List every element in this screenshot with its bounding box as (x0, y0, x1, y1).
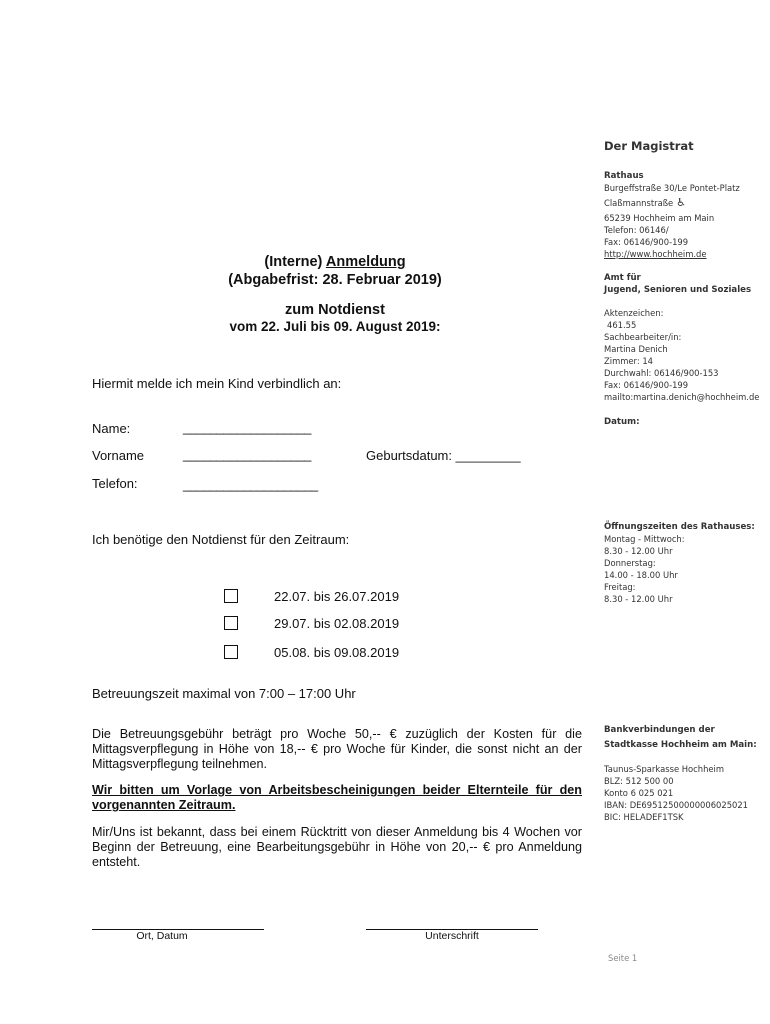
care-time: Betreuungszeit maximal von 7:00 – 17:00 Uhr (92, 686, 356, 701)
rathaus-block (604, 170, 740, 260)
amt-line: Amt für (604, 273, 641, 283)
form-title (70, 254, 600, 270)
period-3-checkbox[interactable] (224, 645, 238, 659)
page-number: Seite 1 (608, 953, 638, 963)
bank-line: Konto 6 025 021 (604, 788, 674, 798)
email-link[interactable]: mailto:martina.denich@hochheim.de (604, 392, 760, 402)
telefon-field[interactable]: ____________________ (183, 477, 318, 492)
geburtsdatum-field[interactable]: Geburtsdatum: _________ (366, 448, 521, 463)
period-3-label: 05.08. bis 09.08.2019 (274, 645, 400, 660)
fee-text: Die Betreuungsgebühr beträgt pro Woche 50,-- € zuzüglich der Kosten für die Mittagsverpflegung in Höhe von 18,-- € pro Woche für Kinder, die sonst nicht an der Mittagsverpflegung teilnehmen. (92, 727, 582, 771)
period-2-label: 29.07. bis 02.08.2019 (274, 616, 400, 631)
contact-line: Sachbearbeiter/in: (604, 332, 682, 342)
rathaus-line: Telefon: 06146/ (604, 225, 669, 235)
amt-line: Jugend, Senioren und Soziales (604, 285, 752, 295)
rathaus-line: Claßmannstraße (604, 198, 674, 208)
bank-line: BLZ: 512 500 00 (604, 776, 674, 786)
rathaus-line: Fax: 06146/900-199 (604, 237, 689, 247)
hours-head: Öffnungszeiten des Rathauses: (604, 522, 755, 532)
contact-line: Martina Denich (604, 344, 668, 354)
contact-line: 461.55 (607, 320, 637, 330)
rathaus-head: Rathaus (604, 171, 644, 181)
need-text: Ich benötige den Notdienst für den Zeitraum: (92, 532, 350, 547)
contact-line: Zimmer: 14 (604, 356, 653, 366)
bank-line: IBAN: DE69512500000006025021 (604, 800, 749, 810)
bank-block (604, 724, 757, 823)
period-2-checkbox[interactable] (224, 616, 238, 630)
intro-text: Hiermit melde ich mein Kind verbindlich an: (92, 376, 342, 391)
bank-head: Stadtkasse Hochheim am Main: (604, 740, 757, 750)
period-1-label: 22.07. bis 26.07.2019 (274, 589, 400, 604)
bank-line: BIC: HELADEF1TSK (604, 812, 684, 822)
contact-line: Aktenzeichen: (604, 308, 664, 318)
contact-line: Durchwahl: 06146/900-153 (604, 368, 719, 378)
contact-line: Fax: 06146/900-199 (604, 380, 689, 390)
ort-datum-label: Ort, Datum (136, 930, 188, 942)
vorname-field[interactable]: ___________________ (183, 447, 311, 462)
amt-block (604, 272, 751, 296)
name-label: Name: (92, 421, 131, 436)
bank-head: Bankverbindungen der (604, 725, 715, 735)
datum-label: Datum: (604, 417, 640, 427)
name-field[interactable]: ___________________ (183, 420, 311, 435)
magistrat-title: Der Magistrat (604, 139, 694, 153)
request-text: Wir bitten um Vorlage von Arbeitsbescheinigungen beider Elternteile für den vorgenannten Zeitraum. (92, 783, 582, 812)
hours-line: Montag - Mittwoch: (604, 534, 685, 544)
hours-line: Freitag: (604, 582, 636, 592)
website-link[interactable]: http://www.hochheim.de (604, 249, 707, 259)
hours-line: 8.30 - 12.00 Uhr (604, 594, 673, 604)
bank-line: Taunus-Sparkasse Hochheim (604, 764, 725, 774)
wheelchair-icon: ♿ (676, 196, 687, 209)
rathaus-line: 65239 Hochheim am Main (604, 213, 715, 223)
vorname-label: Vorname (92, 448, 145, 463)
rathaus-line: Burgeffstraße 30/Le Pontet-Platz (604, 183, 740, 193)
hours-line: Donnerstag: (604, 558, 656, 568)
deadline: (Abgabefrist: 28. Februar 2019) (228, 272, 442, 288)
hours-block (604, 521, 755, 605)
telefon-label: Telefon: (92, 476, 138, 491)
hours-line: 8.30 - 12.00 Uhr (604, 546, 673, 556)
cancel-text: Mir/Uns ist bekannt, dass bei einem Rücktritt von dieser Anmeldung bis 4 Wochen vor Beginn der Betreuung, eine Bearbeitungsgebühr in Höhe von 20,-- € pro Anmeldung entsteht. (92, 825, 582, 869)
period-1-checkbox[interactable] (224, 589, 238, 603)
contact-block (604, 307, 759, 403)
period-range: vom 22. Juli bis 09. August 2019: (229, 319, 441, 334)
rathaus-line-street (604, 197, 740, 209)
unterschrift-label: Unterschrift (425, 930, 479, 942)
subtitle: zum Notdienst (285, 302, 385, 318)
form-title-prefix: (Interne) (264, 254, 326, 270)
hours-line: 14.00 - 18.00 Uhr (604, 570, 678, 580)
form-title-main: Anmeldung (325, 254, 406, 270)
